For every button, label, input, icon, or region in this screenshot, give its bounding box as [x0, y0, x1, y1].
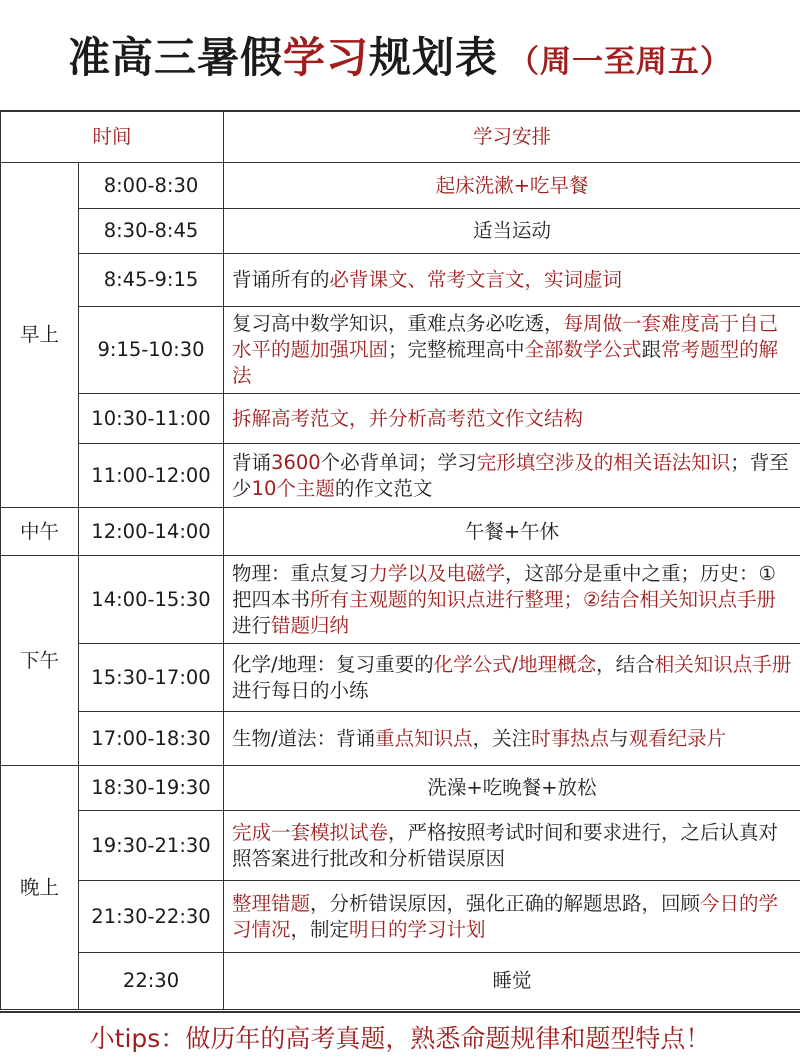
table-row [1, 307, 800, 394]
time-cell: 10:30-11:00 [79, 394, 224, 444]
table-row [1, 444, 800, 508]
time-cell: 21:30-22:30 [79, 881, 224, 953]
table-row [1, 811, 800, 881]
time-cell: 14:00-15:30 [79, 556, 224, 644]
time-cell: 8:00-8:30 [79, 163, 224, 209]
highlight-text: 时事热点 [531, 727, 609, 750]
highlight-text: 起床洗漱+吃早餐 [436, 174, 589, 197]
activity-text: ；完整梳理高中 [388, 338, 525, 361]
highlight-text: 3600 [271, 451, 321, 474]
table-header-row [1, 112, 800, 163]
activity-text: ，这部分是重中之重；历史：①把四本书 [232, 562, 776, 611]
activity-text: 背诵 [232, 451, 271, 474]
activity-text: ，严格按照考试时间和要求进行，之后认真对照答案进行批改和分析错误原因 [232, 821, 778, 870]
time-cell: 8:30-8:45 [79, 209, 224, 254]
activity-text: 进行 [232, 614, 271, 637]
activity-cell [224, 811, 800, 881]
activity-text: 个必背单词；学习 [321, 451, 477, 474]
activity-text: 物理：重点复习 [232, 562, 369, 585]
highlight-text: 所有主观题的知识点进行整理；②结合相关知识点手册 [310, 588, 776, 611]
activity-cell [224, 394, 800, 444]
schedule-body [1, 163, 800, 1010]
title-part3: 规划表 [369, 33, 498, 82]
table-row [1, 394, 800, 444]
activity-cell [224, 444, 800, 508]
highlight-text: 化学公式/地理概念 [434, 653, 597, 676]
activity-text: 复习高中数学知识，重难点务必吃透， [232, 312, 564, 335]
activity-cell [224, 508, 800, 556]
activity-cell [224, 881, 800, 953]
activity-text: 的作文范文 [335, 477, 433, 500]
activity-text: ，分析错误原因，强化正确的解题思路，回顾 [310, 892, 700, 915]
time-cell: 22:30 [79, 953, 224, 1010]
highlight-text: 10个主题 [252, 477, 335, 500]
activity-text: 背诵所有的 [232, 268, 330, 291]
time-cell: 19:30-21:30 [79, 811, 224, 881]
activity-text: 化学/地理：复习重要的 [232, 653, 434, 676]
title-bar [0, 0, 800, 112]
time-cell: 15:30-17:00 [79, 644, 224, 712]
table-row [1, 766, 800, 811]
table-row [1, 881, 800, 953]
title-part1: 准高三暑假 [68, 33, 283, 82]
highlight-text: 错题归纳 [271, 614, 349, 637]
activity-cell [224, 953, 800, 1010]
activity-text: 适当运动 [473, 219, 551, 242]
activity-cell [224, 254, 800, 307]
table-row [1, 209, 800, 254]
activity-text: ，关注 [473, 727, 532, 750]
highlight-text: 观看纪录片 [629, 727, 727, 750]
highlight-text: 力学以及电磁学 [369, 562, 506, 585]
activity-text: 跟 [642, 338, 662, 361]
period-cell: 早上 [1, 163, 79, 508]
highlight-text: 相关知识点手册 [655, 653, 792, 676]
period-cell: 晚上 [1, 766, 79, 1010]
header-plan: 学习安排 [224, 112, 800, 163]
activity-text: ，制定 [291, 918, 350, 941]
table-row [1, 254, 800, 307]
title-part2: 学习 [283, 33, 369, 82]
table-row [1, 953, 800, 1010]
activity-cell [224, 766, 800, 811]
activity-text: 睡觉 [493, 969, 532, 992]
page-title [68, 25, 732, 85]
highlight-text: 完形填空涉及的相关语法知识 [477, 451, 731, 474]
activity-text: 洗澡+吃晚餐+放松 [427, 776, 596, 799]
highlight-text: 完成一套模拟试卷 [232, 821, 388, 844]
highlight-text: 重点知识点 [375, 727, 473, 750]
table-row [1, 644, 800, 712]
activity-cell [224, 307, 800, 394]
table-row [1, 508, 800, 556]
table-row [1, 556, 800, 644]
highlight-text: 拆解高考范文，并分析高考范文作文结构 [232, 407, 583, 430]
time-cell: 18:30-19:30 [79, 766, 224, 811]
highlight-text: 全部数学公式 [525, 338, 642, 361]
activity-text: ，结合 [596, 653, 655, 676]
time-cell: 11:00-12:00 [79, 444, 224, 508]
activity-text: 与 [609, 727, 629, 750]
time-cell: 9:15-10:30 [79, 307, 224, 394]
highlight-text: 必背课文、常考文言文，实词虚词 [330, 268, 623, 291]
tips-banner: 小tips：做历年的高考真题，熟悉命题规律和题型特点！ [0, 1011, 800, 1060]
activity-cell [224, 209, 800, 254]
table-row [1, 163, 800, 209]
activity-cell [224, 644, 800, 712]
highlight-text: 整理错题 [232, 892, 310, 915]
highlight-text: 常考题型的解法 [232, 338, 778, 387]
table-row [1, 712, 800, 766]
time-cell: 8:45-9:15 [79, 254, 224, 307]
activity-text: ；背至少 [232, 451, 789, 500]
activity-cell [224, 556, 800, 644]
time-cell: 17:00-18:30 [79, 712, 224, 766]
highlight-text: 每周做一套难度高于自己水平的题加强巩固 [232, 312, 778, 361]
period-cell: 下午 [1, 556, 79, 766]
activity-text: 生物/道法：背诵 [232, 727, 375, 750]
title-subtitle: （周一至周五） [508, 44, 732, 80]
time-cell: 12:00-14:00 [79, 508, 224, 556]
activity-cell [224, 163, 800, 209]
schedule-table [0, 111, 800, 1010]
header-time: 时间 [1, 112, 224, 163]
highlight-text: 今日的学习情况 [232, 892, 778, 941]
activity-text: 午餐+午休 [465, 520, 559, 543]
activity-text: 进行每日的小练 [232, 679, 369, 702]
highlight-text: 明日的学习计划 [349, 918, 486, 941]
activity-cell [224, 712, 800, 766]
period-cell: 中午 [1, 508, 79, 556]
